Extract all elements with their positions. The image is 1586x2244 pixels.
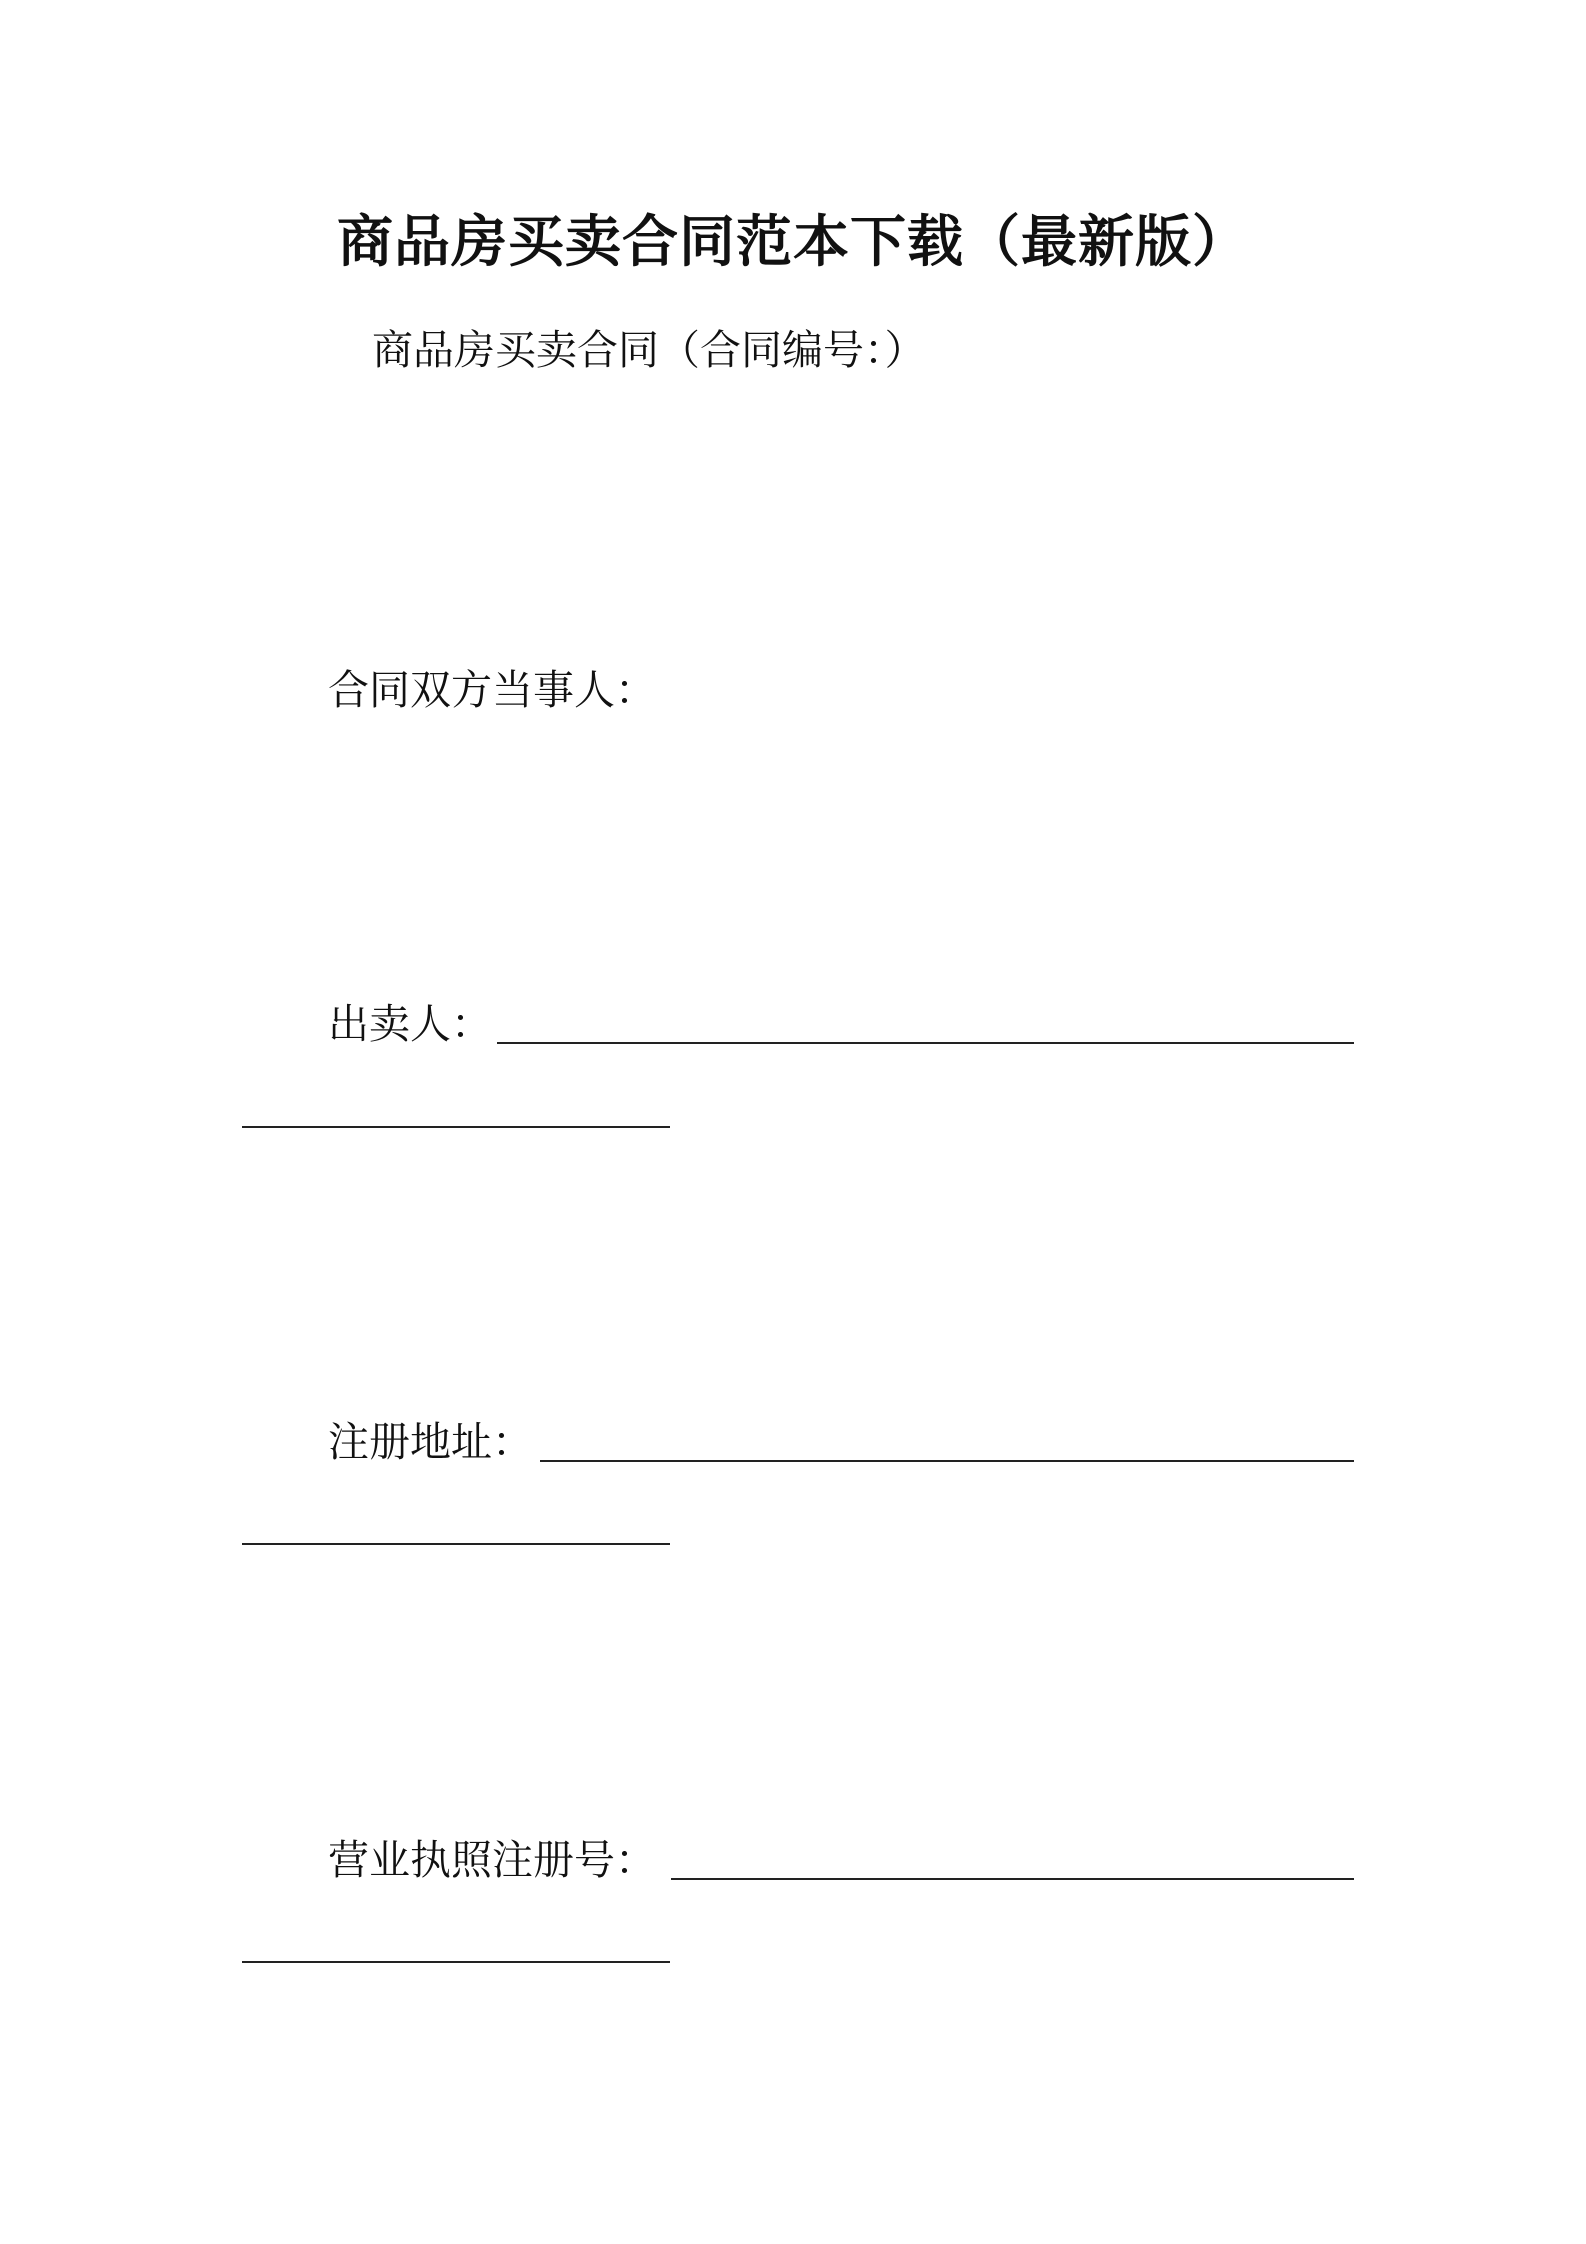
- business-license-label: 营业执照注册号：: [328, 1836, 656, 1884]
- business-license-blank-line-continued: [242, 1961, 670, 1963]
- registered-address-blank-line: [540, 1460, 1354, 1462]
- document-title: 商品房买卖合同范本下载（最新版）: [337, 210, 1249, 275]
- parties-heading: 合同双方当事人：: [328, 666, 656, 714]
- registered-address-blank-line-continued: [242, 1543, 670, 1545]
- registered-address-label: 注册地址：: [328, 1418, 533, 1466]
- seller-blank-line: [497, 1042, 1354, 1044]
- contract-subtitle: 商品房买卖合同（合同编号：）: [372, 326, 926, 374]
- seller-blank-line-continued: [242, 1126, 670, 1128]
- business-license-blank-line: [671, 1878, 1354, 1880]
- seller-label: 出卖人：: [328, 1000, 492, 1048]
